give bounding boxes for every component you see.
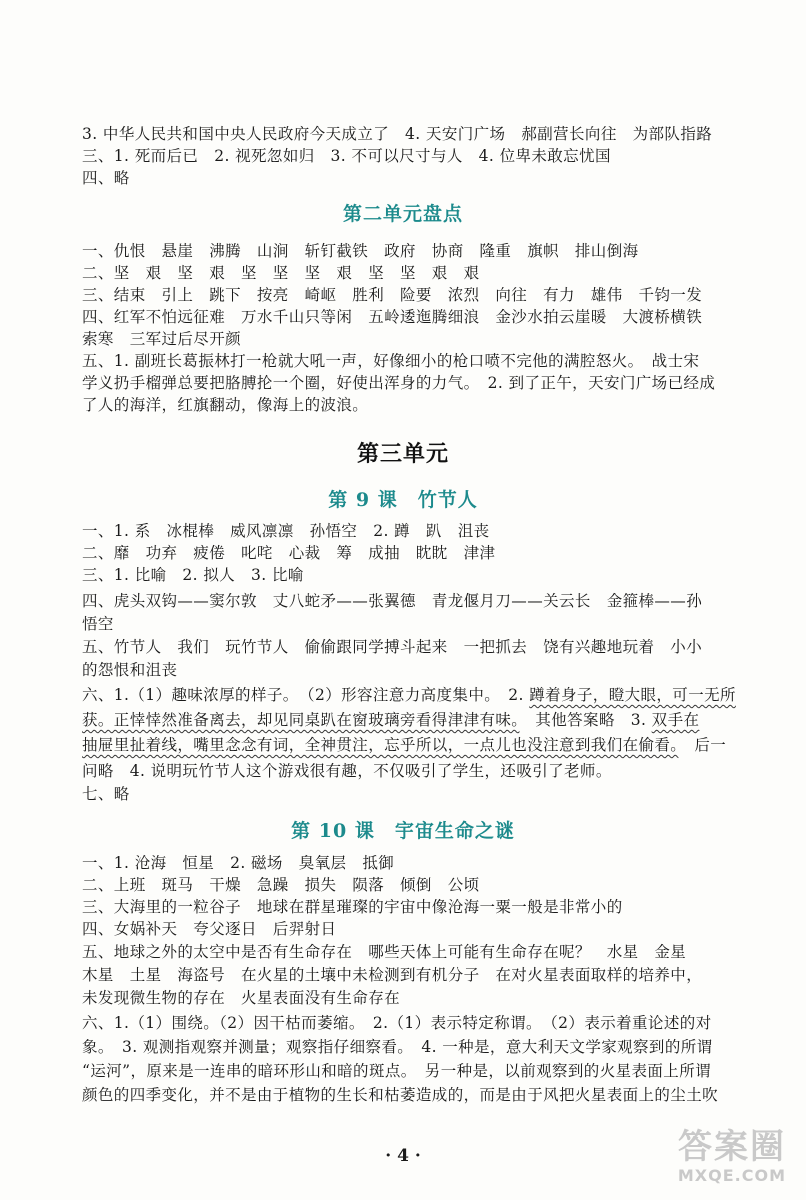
watermark-url: MXQE.COM [677,1166,786,1185]
lesson9-six-line-2 [82,709,727,731]
lesson10-line-9: 象。 3. 观测指观察并测量；观察指仔细察看。 4. 一种是，意大利天文学家观察到的所谓 [82,1038,713,1056]
lesson9-line-5: 悟空 [82,615,114,633]
lesson9-seven: 七、略 [82,785,130,803]
unit2-line-5: 索寒 三军过后尽开颜 [82,330,242,348]
six-b-underlined-2: 双手在 [651,711,700,729]
unit2-line-8: 了人的海洋，红旗翻动，像海上的波浪。 [82,396,369,414]
unit2-review-heading: 第二单元盘点 [342,203,463,225]
unit1-answer-line-1: 3. 中华人民共和国中央人民政府今天成立了 4. 天安门广场 郝副营长向往 为部队指路 [82,125,713,143]
lesson9-six-line-1 [82,684,736,706]
watermark-title: 答案圈 [678,1127,786,1167]
watermark-logo [626,1128,786,1194]
lesson10-line-8: 六、1.（1）围绕。（2）因干枯而萎缩。 2.（1）表示特定称谓。 （2）表示着重论述的对 [82,1014,712,1032]
six-a-underlined: 蹲着身子，瞪大眼，可一无所 [529,686,736,704]
lesson9-line-7: 的怨恨和沮丧 [82,661,178,679]
six-c-underlined: 抽屉里扯着线，嘴里念念有词，全神贯注，忘乎所以，一点儿也没注意到我们在偷看。 [82,736,679,754]
lesson9-six-line-4: 问略 4. 说明玩竹节人这个游戏很有趣，不仅吸引了学生，还吸引了老师。 [82,762,612,780]
lesson9-line-3: 三、1. 比喻 2. 拟人 3. 比喻 [82,566,304,584]
lesson10-line-11: 颜色的四季变化，并不是由于植物的生长和枯萎造成的，而是由于风把火星表面上的尘土吹 [82,1086,719,1104]
lesson9-heading: 第 9 课 竹节人 [328,489,478,511]
lesson9-six-line-3 [82,734,727,756]
unit1-answer-line-3: 四、略 [82,169,130,187]
lesson9-line-4: 四、虎头双钩——窦尔敦 丈八蛇矛——张翼德 青龙偃月刀——关云长 金箍棒——孙 [82,592,703,610]
unit2-line-6: 五、1. 副班长葛振林打一枪就大吼一声，好像细小的枪口喷不完他的满腔怒火。 战士宋 [82,352,700,370]
six-a-text: 六、1.（1）趣味浓厚的样子。 （2）形容注意力高度集中。 2. [82,686,530,704]
lesson10-line-2: 二、上班 斑马 干燥 急躁 损失 陨落 倾倒 公顷 [82,876,480,894]
lesson10-line-3: 三、大海里的一粒谷子 地球在群星璀璨的宇宙中像沧海一粟一般是非常小的 [82,898,623,916]
lesson10-line-7: 未发现微生物的存在 火星表面没有生命存在 [82,989,401,1007]
lesson9-line-1: 一、1. 系 冰棍棒 威风凛凛 孙悟空 2. 蹲 趴 沮丧 [82,522,490,540]
lesson9-line-6: 五、竹节人 我们 玩竹节人 偷偷跟同学搏斗起来 一把抓去 饶有兴趣地玩着 小小 [82,638,703,656]
lesson10-line-1: 一、1. 沧海 恒星 2. 磁场 臭氧层 抵御 [82,854,395,872]
six-b-underlined: 获。正悻悻然准备离去，却见同桌趴在窗玻璃旁看得津津有味。 [82,711,520,729]
unit2-line-7: 学义扔手榴弹总要把胳膊抡一个圈，好使出浑身的力气。 2. 到了正午，天安门广场已经成 [82,374,716,392]
lesson10-line-5: 五、地球之外的太空中是否有生命存在 哪些天体上可能有生命存在呢？ 水星 金星 [82,943,687,961]
lesson10-line-10: “运河”，原来是一连串的暗环形山和暗的斑点。 另一种是，以前观察到的火星表面上所谓 [82,1062,712,1080]
unit2-line-4: 四、红军不怕远征难 万水千山只等闲 五岭逶迤腾细浪 金沙水拍云崖暖 大渡桥横铁 [82,308,703,326]
six-c-text: 后一 [678,736,727,754]
page-number: · 4 · [385,1146,421,1166]
lesson10-heading: 第 10 课 宇宙生命之谜 [291,820,515,842]
unit2-line-1: 一、仇恨 悬崖 沸腾 山涧 斩钉截铁 政府 协商 隆重 旗帜 排山倒海 [82,242,639,260]
unit3-heading: 第三单元 [356,441,449,467]
unit1-answer-line-2: 三、1. 死而后已 2. 视死忽如归 3. 不可以尺寸与人 4. 位卑未敢忘忧国 [82,147,611,165]
lesson10-line-4: 四、女娲补天 夸父逐日 后羿射日 [82,920,337,938]
unit2-line-3: 三、结束 引上 跳下 按亮 崎岖 胜利 险要 浓烈 向往 有力 雄伟 千钧一发 [82,286,703,304]
lesson9-line-2: 二、靡 功弃 疲倦 叱咤 心裁 筹 成抽 眈眈 津津 [82,544,496,562]
unit2-line-2: 二、坚 艰 坚 艰 坚 坚 坚 艰 坚 坚 艰 艰 [82,264,480,282]
lesson10-line-6: 木星 土星 海盗号 在火星的土壤中未检测到有机分子 在对火星表面取样的培养中， [82,966,703,984]
six-b-text: 其他答案略 3. [519,711,652,729]
